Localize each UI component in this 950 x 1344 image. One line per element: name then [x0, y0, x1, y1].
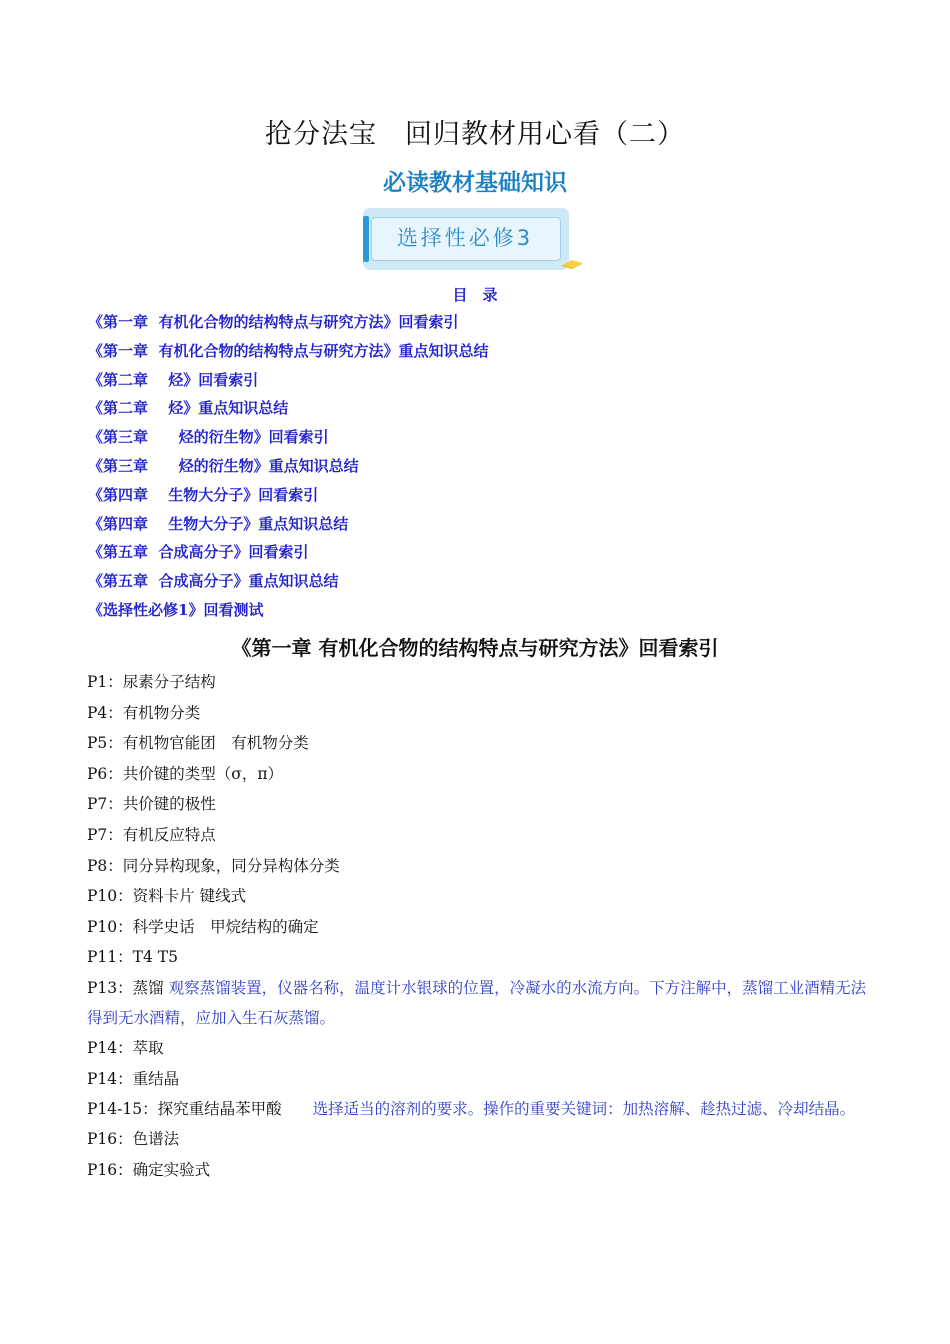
entry-text: P5：有机物官能团 有机物分类	[87, 734, 309, 753]
index-entry	[87, 789, 867, 820]
entry-text: P6：共价键的类型（σ，π）	[87, 764, 284, 783]
toc-link[interactable]: 《第三章 烃的衍生物》重点知识总结	[88, 456, 359, 475]
entry-text: P14：萃取	[87, 1038, 164, 1057]
book-icon	[561, 258, 583, 269]
section-heading: 《第一章 有机化合物的结构特点与研究方法》回看索引	[231, 636, 719, 660]
index-entry	[87, 820, 867, 851]
entry-text: P16：确定实验式	[87, 1160, 211, 1179]
entry-text: P7：有机反应特点	[87, 825, 216, 844]
toc-link[interactable]: 《第二章 烃》重点知识总结	[88, 399, 289, 418]
toc-link[interactable]: 《第四章 生物大分子》回看索引	[88, 485, 319, 504]
index-entry	[87, 851, 867, 882]
toc-link[interactable]: 《第二章 烃》回看索引	[88, 370, 259, 389]
index-entry	[87, 912, 867, 943]
index-entry	[87, 881, 867, 912]
entry-text: P13：蒸馏	[87, 978, 169, 997]
entry-text: P10：科学史话 甲烷结构的确定	[87, 917, 319, 936]
index-entry	[87, 728, 867, 759]
table-of-contents	[88, 312, 488, 629]
toc-heading: 目 录	[452, 286, 498, 304]
page-subtitle: 必读教材基础知识	[383, 170, 567, 196]
toc-link[interactable]: 《第一章 有机化合物的结构特点与研究方法》回看索引	[88, 313, 459, 331]
index-entries	[87, 667, 867, 1185]
entry-text: P14-15：探究重结晶苯甲酸	[87, 1100, 313, 1119]
entry-text: P11：T4 T5	[87, 948, 178, 967]
entry-text: P7：共价键的极性	[87, 795, 216, 814]
index-entry	[87, 1094, 867, 1124]
entry-text: P16：色谱法	[87, 1130, 180, 1149]
badge-accent-bar	[363, 216, 369, 262]
toc-link[interactable]: 《第五章 合成高分子》回看索引	[88, 543, 309, 562]
entry-note: 选择适当的溶剂的要求。操作的重要关键词：加热溶解、趁热过滤、冷却结晶。	[312, 1100, 856, 1119]
index-entry	[87, 1124, 867, 1155]
index-entry	[87, 759, 867, 790]
entry-note: 观察蒸馏装置，仪器名称，温度计水银球的位置，冷凝水的水流方向。下方注解中，蒸馏工业酒精无法得到无水酒精，应加入生石灰蒸馏。	[87, 978, 867, 1027]
entry-text: P14：重结晶	[87, 1069, 180, 1088]
toc-link[interactable]: 《第五章 合成高分子》重点知识总结	[88, 572, 339, 591]
index-entry	[87, 942, 867, 973]
textbook-badge	[363, 208, 585, 272]
index-entry	[87, 667, 867, 698]
entry-text: P8：同分异构现象，同分异构体分类	[87, 856, 340, 875]
toc-link[interactable]: 《选择性必修1》回看测试	[88, 600, 264, 619]
page-title: 抢分法宝 回归教材用心看（二）	[265, 119, 685, 150]
index-entry	[87, 698, 867, 729]
toc-link[interactable]: 《第四章 生物大分子》重点知识总结	[88, 514, 349, 533]
entry-text: P1：尿素分子结构	[87, 673, 216, 691]
index-entry	[87, 1155, 867, 1186]
index-entry	[87, 973, 867, 1033]
index-entry	[87, 1064, 867, 1095]
index-entry	[87, 1033, 867, 1064]
badge-label: 选择性必修3	[396, 226, 534, 250]
entry-text: P10：资料卡片 键线式	[87, 887, 247, 906]
entry-text: P4：有机物分类	[87, 703, 201, 722]
toc-link[interactable]: 《第三章 烃的衍生物》回看索引	[88, 428, 329, 447]
toc-link[interactable]: 《第一章 有机化合物的结构特点与研究方法》重点知识总结	[88, 341, 489, 360]
